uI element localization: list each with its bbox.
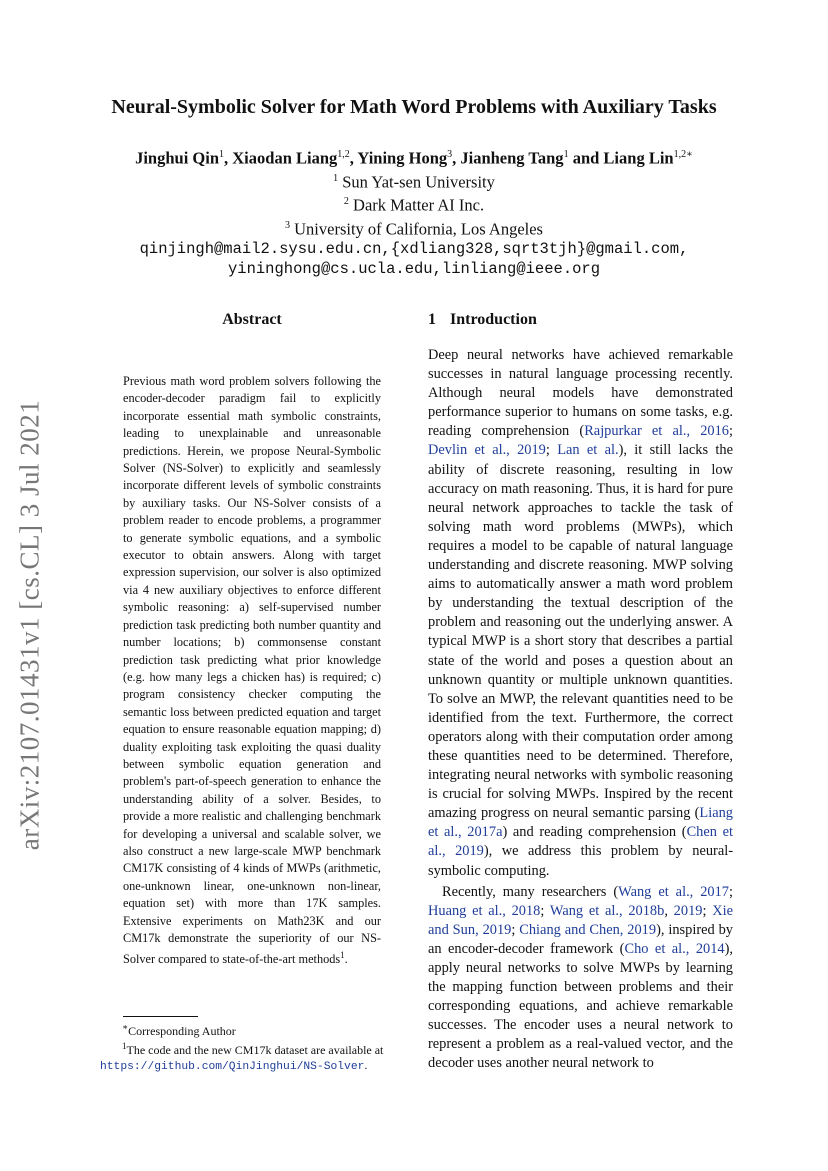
- author-separator: ,: [452, 148, 461, 168]
- footnote-corresponding: [100, 1020, 410, 1039]
- paragraph-text: ), inspired by an encoder-decoder framework (: [428, 921, 733, 957]
- paragraph-text: Recently, many researchers (: [442, 883, 619, 900]
- email-line-1: qinjingh@mail2.sysu.edu.cn,{xdliang328,sqrt3tjh}@gmail.com,: [139, 240, 689, 258]
- affiliation-name: University of California, Los Angeles: [290, 219, 543, 238]
- abstract-body: Previous math word problem solvers following the encoder-decoder paradigm fail to explicitly incorporate essential math symbolic constraints, leading to unexplainable and unreasonable predictions. Herein, we propose Neural-Symbolic Solver (NS-Solver) to explicitly and seamlessly incorporate different levels of symbolic constraints by auxiliary tasks. Our NS-Solver consists of a problem reader to encode problems, a programmer to generate symbolic equations, and a symbolic executor to obtain answers. Along with target expression supervision, our solver is also optimized via 4 new auxiliary objectives to enforce different symbolic reasoning: a) self-supervised number prediction task predicting both number quantity and number locations; b) commonsense constant prediction task predicting what prior knowledge (e.g. how many legs a chicken has) is required; c) program consistency checker computing the semantic loss between predicted equation and target equation to ensure reasonable equation mapping; d) duality exploiting task exploiting the quasi duality between symbolic equation generation and problem's part-of-speech generation to enhance the understanding ability of a solver. Besides, to provide a more realistic and challenging benchmark for developing a universal and scalable solver, we also construct a new large-scale MWP benchmark CM17K consisting of 4 kinds of MWPs (arithmetic, one-unknown linear, one-unknown non-linear, equation set) with more than 17K samples. Extensive experiments on Math23K and our CM17k demonstrate the superiority of our NS-Solver compared to state-of-the-art methods$^1$.: [123, 374, 381, 967]
- affiliation-line: [0, 216, 828, 240]
- citation-link[interactable]: Xie and Sun, 2019: [428, 902, 733, 938]
- author-name: Jinghui Qin: [135, 148, 220, 168]
- author-name: Yining Hong: [357, 148, 448, 168]
- author-affiliation-mark: 1,2: [337, 149, 350, 160]
- citation-link[interactable]: Wang et al., 2018b: [549, 902, 665, 919]
- author-name: Jianheng Tang: [460, 148, 564, 168]
- affiliation-line: [0, 169, 828, 193]
- paragraph-text: ,: [664, 902, 674, 919]
- introduction-body: [428, 346, 733, 1074]
- footnote-url-line: [100, 1058, 410, 1075]
- author-affiliation-mark: 1: [219, 149, 225, 160]
- citation-link[interactable]: Lan et al.: [557, 442, 619, 459]
- author-affiliation-mark: 3: [447, 149, 453, 160]
- abstract-heading: Abstract: [222, 311, 282, 328]
- paragraph-text: ;: [729, 423, 733, 440]
- author-name: Xiaodan Liang: [232, 148, 338, 168]
- intro-paragraph-2: [428, 883, 733, 1074]
- section-heading: [428, 311, 537, 329]
- citation-link[interactable]: Huang et al., 2018: [428, 902, 541, 919]
- arxiv-id: arXiv:2107.01431v1 [cs.CL] 3 Jul 2021: [14, 399, 45, 851]
- affiliation-mark: 2: [343, 196, 349, 207]
- section-title: Introduction: [450, 311, 537, 328]
- email-line-2: yininghong@cs.ucla.edu,linliang@ieee.org: [227, 260, 601, 278]
- citation-link[interactable]: 2019: [673, 902, 703, 919]
- abstract-text: Previous math word problem solvers following the encoder-decoder paradigm fail to explicitly incorporate essential math symbolic constraints, leading to unexplainable and unreasonable predictions. Herein, we propose Neural-Symbolic Solver (NS-Solver) to explicitly and seamlessly incorporate different levels of symbolic constraints by auxiliary tasks. Our NS-Solver consists of a problem reader to encode problems, a programmer to generate symbolic equations, and a symbolic executor to obtain answers. Along with target expression supervision, our solver is also optimized via 4 new auxiliary objectives to enforce different symbolic reasoning: a) self-supervised number prediction task predicting both number quantity and number locations; b) commonsense constant prediction task predicting what prior knowledge (e.g. how many legs a chicken has) is required; c) program consistency checker computing the semantic loss between predicted equation and target equation to ensure reasonable equation mapping; d) duality exploiting task exploiting the quasi duality between symbolic equation generation and problem's part-of-speech generation to enhance the understanding ability of a solver. Besides, to provide a more realistic and challenging benchmark for developing a universal and scalable solver, we also construct a new large-scale MWP benchmark CM17K consisting of 4 kinds of MWPs (arithmetic, one-unknown linear, one-unknown non-linear, equation set) with more than 17K samples. Extensive experiments on Math23K and our CM17k demonstrate the superiority of our NS-Solver compared to state-of-the-art methods: [123, 374, 381, 967]
- affiliation-name: Dark Matter AI Inc.: [348, 195, 485, 215]
- paragraph-text: ;: [545, 442, 558, 459]
- author-separator: ,: [224, 148, 233, 168]
- citation-link[interactable]: Chen et al., 2019: [428, 824, 733, 860]
- footnote-code-text: The code and the new CM17k dataset are available at: [126, 1043, 384, 1057]
- affiliation-name: Sun Yat-sen University: [338, 172, 495, 191]
- author-name: Liang Lin: [603, 148, 674, 168]
- author-names: [0, 145, 828, 169]
- abstract-footnote-mark: 1: [340, 950, 345, 961]
- footnote-rule: [123, 1016, 198, 1017]
- paragraph-text: ) and reading comprehension (: [502, 824, 687, 841]
- footnotes: [100, 1020, 410, 1075]
- section-number: 1: [428, 311, 436, 328]
- author-separator: and: [568, 148, 604, 168]
- affiliations: [0, 169, 828, 240]
- citation-link[interactable]: Devlin et al., 2019: [428, 442, 546, 459]
- author-affiliation-mark: 1,2∗: [673, 149, 693, 160]
- affiliation-mark: 3: [285, 219, 291, 231]
- footnote-star-mark: ∗: [122, 1022, 129, 1032]
- paragraph-text: ), we address this problem by neural-symbolic computing.: [428, 843, 733, 879]
- paragraph-text: ), it still lacks the ability of discrete reasoning, resulting in low accuracy on math reasoning. Thus, it is hard for pure neural network approaches to tackle the task of solving math word problems (MWPs), which requires a model to be capable of natural language understanding and discrete reasoning. MWP solving aims to automatically answer a math word problem by understanding the textual description of the problem and reasoning out the underlying answer. A typical MWP is a short story that describes a partial state of the world and poses a question about an unknown quantity or multiple unknown quantities. To solve an MWP, the relevant quantities need to be identified from the text. Furthermore, the correct operators along with their computation order among these quantities need to be determined. Therefore, integrating neural networks with symbolic reasoning is crucial for solving MWPs. Inspired by the recent amazing progress on neural semantic parsing (: [428, 442, 733, 822]
- citation-link[interactable]: Rajpurkar et al., 2016: [584, 423, 729, 440]
- footnote-url-end: .: [364, 1058, 368, 1072]
- paragraph-text: ;: [511, 921, 520, 938]
- footnote-code: [100, 1039, 410, 1058]
- author-affiliation-mark: 1: [563, 149, 569, 160]
- paragraph-text: ;: [540, 902, 550, 919]
- footnote-corresponding-text: Corresponding Author: [128, 1024, 236, 1038]
- author-block: [0, 145, 828, 279]
- citation-link[interactable]: Chiang and Chen, 2019: [519, 921, 657, 938]
- paper-title: Neural-Symbolic Solver for Math Word Problems with Auxiliary Tasks: [111, 96, 717, 118]
- code-url-link[interactable]: https://github.com/QinJinghui/NS-Solver: [100, 1061, 365, 1073]
- citation-link[interactable]: Wang et al., 2017: [618, 883, 730, 900]
- paragraph-text: Deep neural networks have achieved remarkable successes in natural language processing recently. Although neural models have demonstrated performance superior to humans on some tasks, e.g. reading comprehension (: [428, 347, 733, 440]
- citation-link[interactable]: Liang et al., 2017a: [428, 805, 733, 841]
- intro-paragraph-1: [428, 346, 733, 881]
- paragraph-text: ;: [702, 902, 713, 919]
- author-separator: ,: [349, 148, 358, 168]
- citation-link[interactable]: Cho et al., 2014: [624, 940, 725, 957]
- affiliation-line: [0, 192, 828, 216]
- arxiv-sidebar-stamp: [10, 380, 50, 870]
- footnote-code-mark: 1: [122, 1041, 127, 1051]
- paragraph-text: ), apply neural networks to solve MWPs by learning the mapping function between problems and their corresponding equations, and achieve remarkable successes. The encoder uses a neural network to represent a problem as a real-valued vector, and the decoder uses another neural network to: [428, 940, 733, 1072]
- affiliation-mark: 1: [333, 172, 339, 184]
- paragraph-text: ;: [729, 883, 734, 900]
